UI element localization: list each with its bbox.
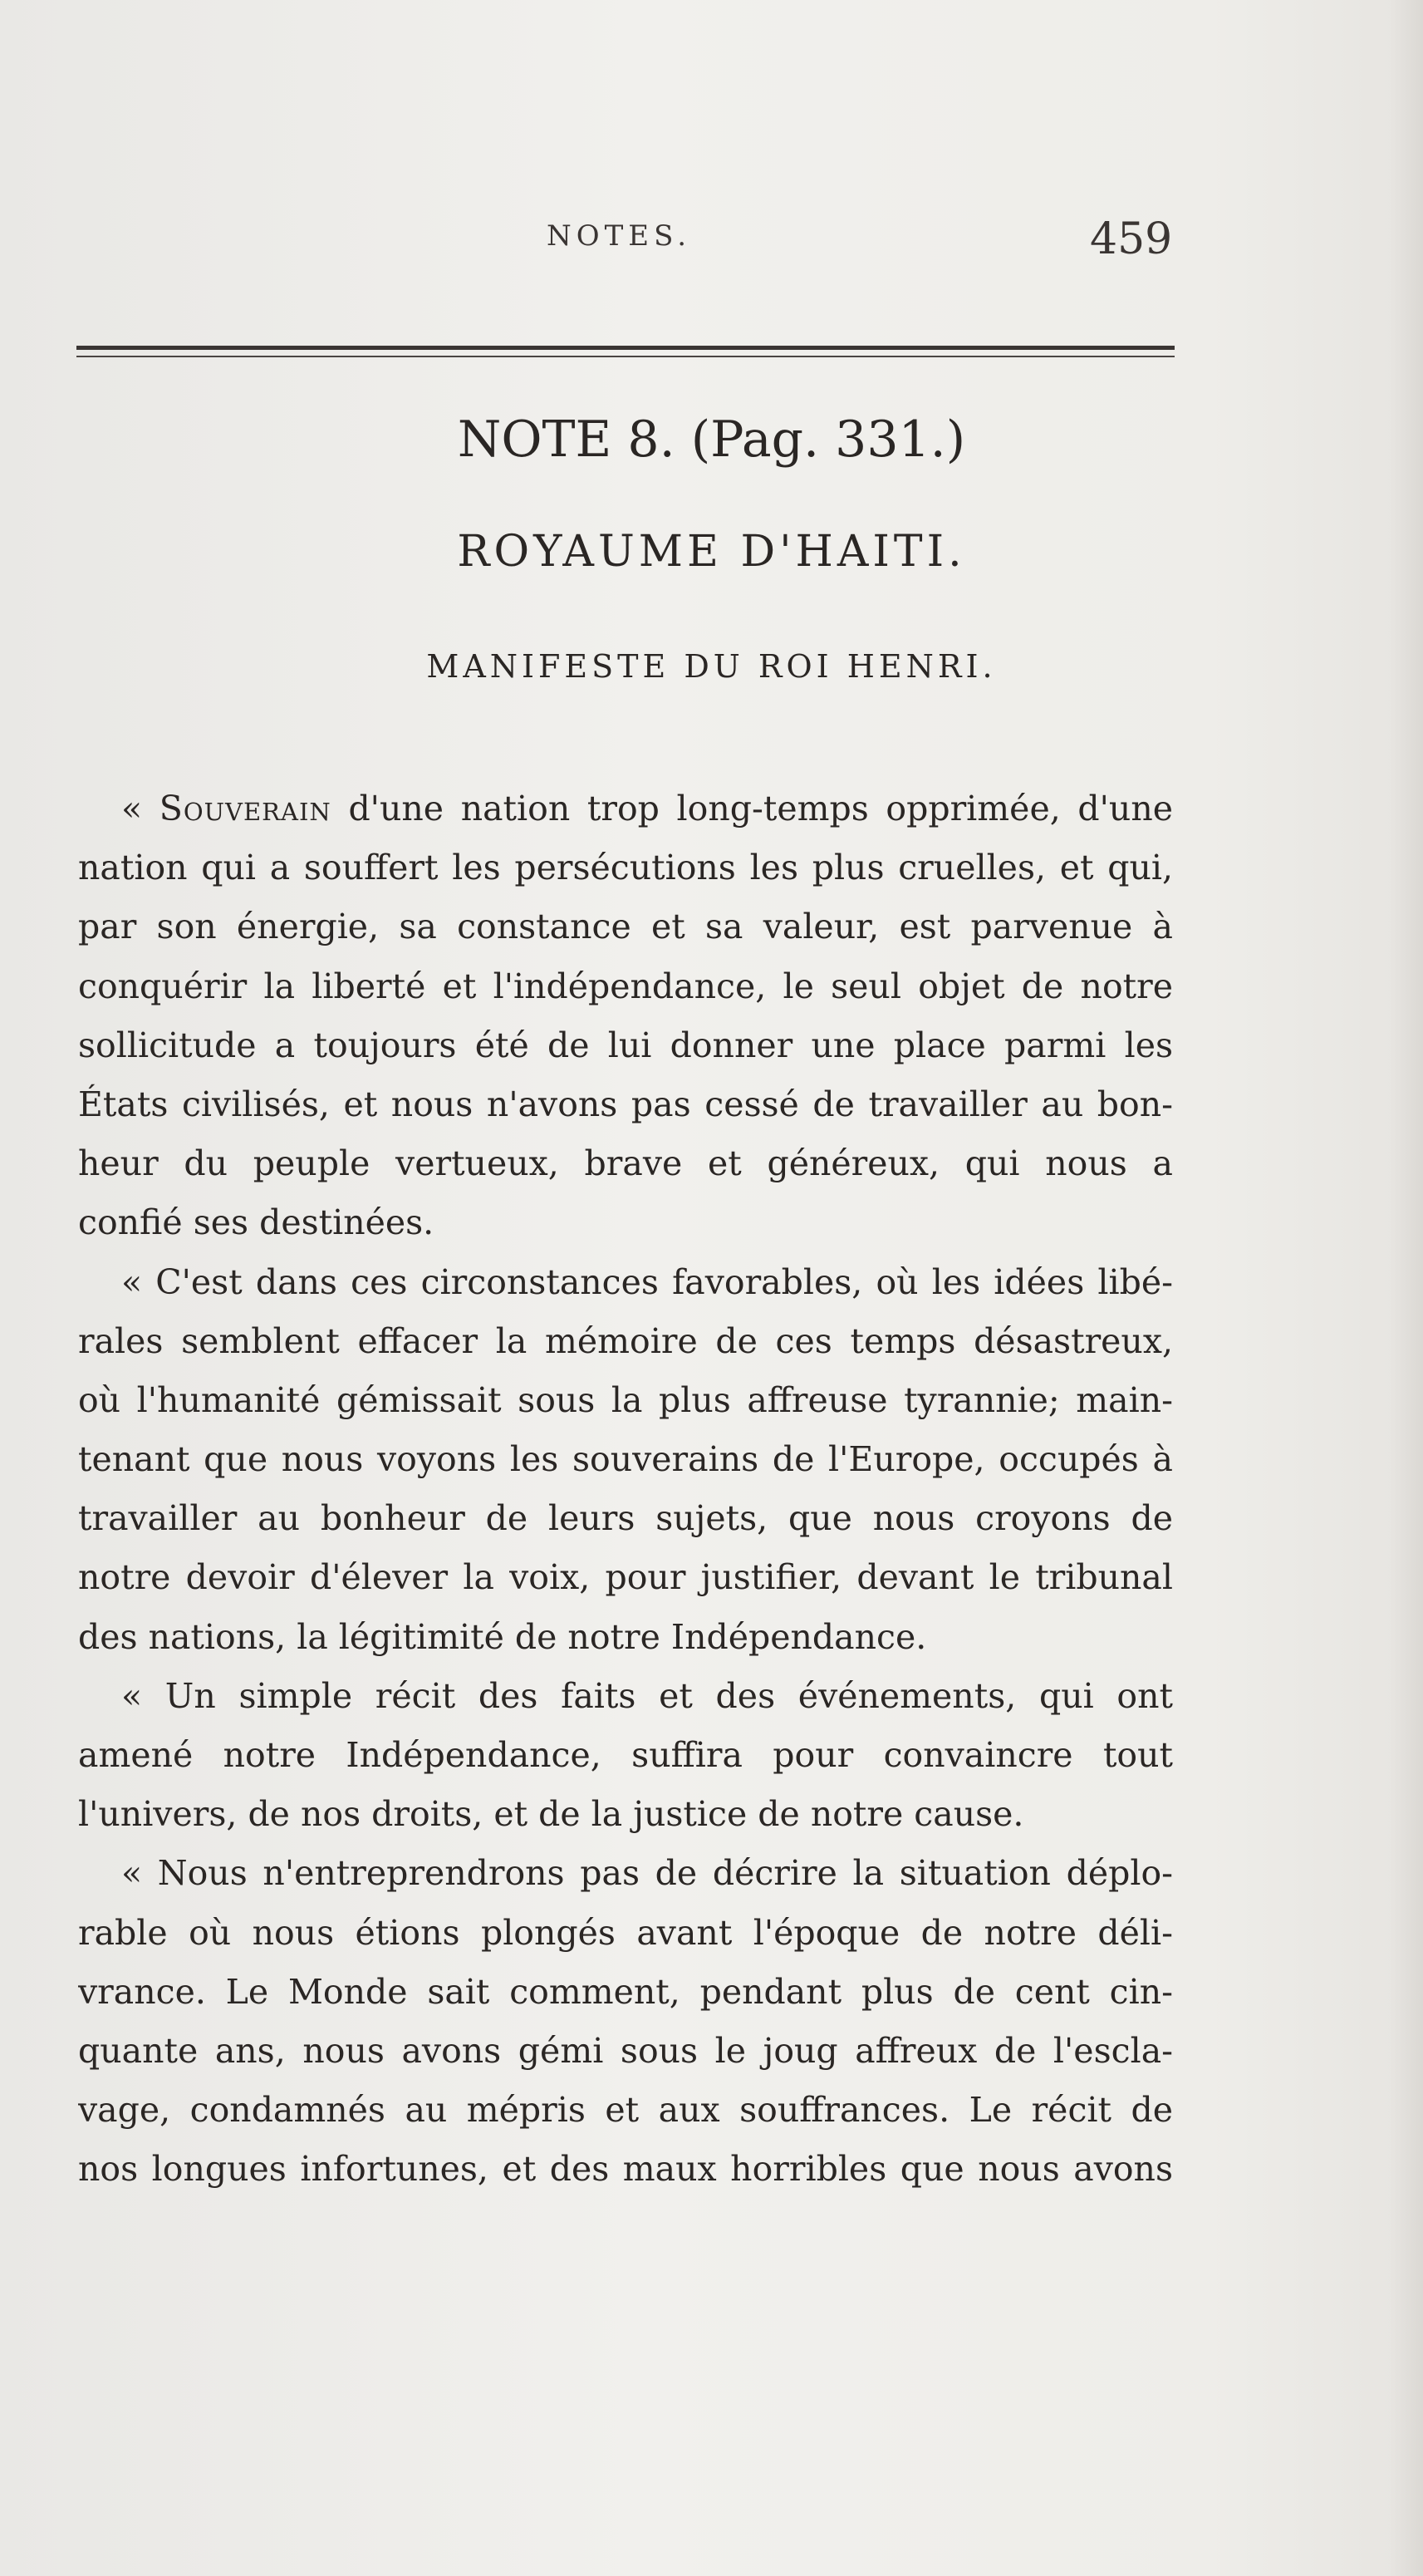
note-title: NOTE 8. (Pag. 331.) [457, 410, 966, 469]
text-line: tenant que nous voyons les souverains de l'Europe, occupés à [78, 1439, 1173, 1480]
small-caps-word: Souverain [159, 789, 331, 828]
paragraph-1 [78, 779, 1173, 1253]
page-number: 459 [1090, 214, 1173, 264]
text-line: « Souverain d'une nation trop long-temps opprimée, d'une [121, 789, 1173, 828]
text-line: rable où nous étions plongés avant l'époque de notre déli- [78, 1912, 1173, 1953]
manifesto-title: MANIFESTE DU ROI HENRI. [426, 648, 997, 685]
header-rule-thick [76, 346, 1175, 350]
text-line: heur du peuple vertueux, brave et généreux, qui nous a [78, 1143, 1173, 1184]
body-text [78, 779, 1173, 2200]
text-line: rales semblent effacer la mémoire de ces temps désastreux, [78, 1320, 1173, 1361]
text-line: l'univers, de nos droits, et de la justice de notre cause. [78, 1794, 1024, 1835]
reverse-page-bleed-through [831, 283, 1371, 339]
text-line: amené notre Indépendance, suffira pour convaincre tout [78, 1735, 1173, 1775]
text-line: États civilisés, et nous n'avons pas cessé de travailler au bon- [78, 1084, 1173, 1124]
text-line: sollicitude a toujours été de lui donner une place parmi les [78, 1025, 1173, 1065]
paragraph-2 [78, 1253, 1173, 1667]
text-line: travailler au bonheur de leurs sujets, que nous croyons de [78, 1498, 1173, 1539]
running-head-title: NOTES. [547, 219, 692, 253]
running-head [0, 214, 1423, 264]
kingdom-title: ROYAUME D'HAITI. [457, 527, 966, 577]
text-line: conquérir la liberté et l'indépendance, le seul objet de notre [78, 966, 1173, 1006]
text-line: quante ans, nous avons gémi sous le joug affreux de l'escla- [78, 2030, 1173, 2071]
page-edge-shadow [1390, 0, 1423, 2576]
text-line: « Un simple récit des faits et des événements, qui ont [121, 1675, 1173, 1716]
paragraph-3 [78, 1667, 1173, 1845]
text-line: nos longues infortunes, et des maux horribles que nous avons [78, 2149, 1173, 2190]
paragraph-4 [78, 1844, 1173, 2199]
header-rule-thin [76, 356, 1175, 357]
text-line: vage, condamnés au mépris et aux souffrances. Le récit de [78, 2090, 1173, 2131]
text-line: notre devoir d'élever la voix, pour justifier, devant le tribunal [78, 1557, 1173, 1598]
text-line: des nations, la légitimité de notre Indépendance. [78, 1616, 927, 1657]
text-line: « Nous n'entreprendrons pas de décrire la situation déplo- [121, 1853, 1173, 1894]
text-line: « C'est dans ces circonstances favorables, où les idées libé- [121, 1261, 1173, 1302]
text-line: par son énergie, sa constance et sa valeur, est parvenue à [78, 907, 1173, 947]
text-line: nation qui a souffert les persécutions les plus cruelles, et qui, [78, 848, 1173, 888]
text-line: vrance. Le Monde sait comment, pendant plus de cent cin- [78, 1971, 1173, 2012]
text-line: où l'humanité gémissait sous la plus affreuse tyrannie; main- [78, 1379, 1173, 1420]
text-line: confié ses destinées. [78, 1202, 434, 1243]
